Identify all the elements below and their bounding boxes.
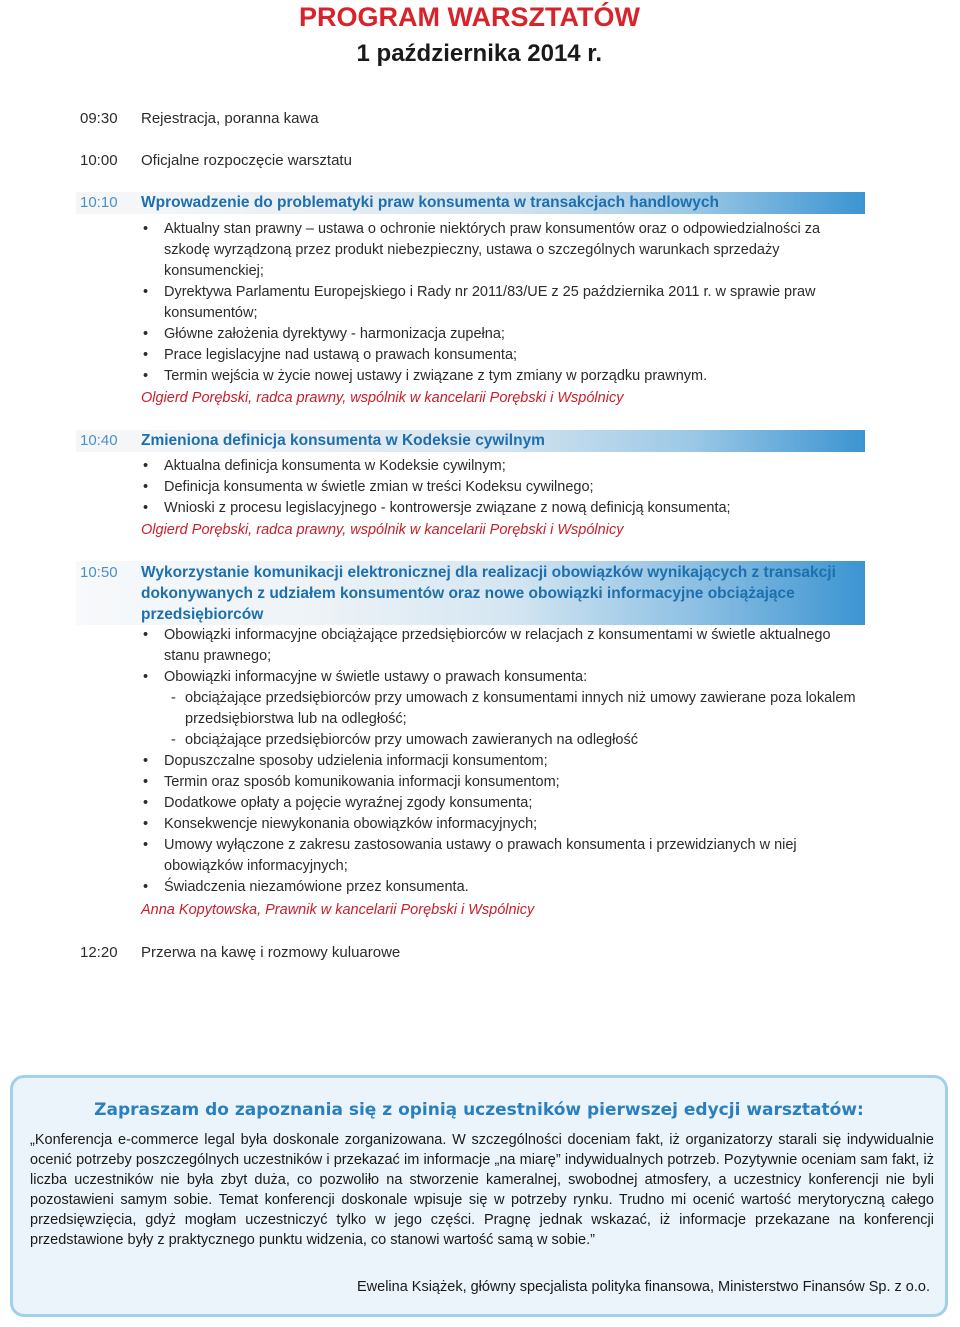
list-item: • Główne założenia dyrektywy - harmonizacja zupełna; <box>143 326 505 342</box>
section-items <box>141 219 861 387</box>
section-time: 10:50 <box>80 564 118 581</box>
testimonial-box <box>10 1075 948 1317</box>
list-item: • Aktualny stan prawny – ustawa o ochronie niektórych praw konsumentów oraz o odpowiedzialności za szkodę wyrządzoną przez produkt niebezpieczny, ustawa o szczególnych warunkach sprzedaży konsumenckiej; <box>143 221 821 279</box>
speaker: Olgierd Porębski, radca prawny, wspólnik w kancelarii Porębski i Wspólnicy <box>141 522 624 538</box>
section-time: 10:40 <box>80 432 118 449</box>
agenda-label: Oficjalne rozpoczęcie warsztatu <box>141 152 352 169</box>
list-item: • Konsekwencje niewykonania obowiązków informacyjnych; <box>143 816 538 832</box>
testimonial-quote: „Konferencja e-commerce legal była doskonale zorganizowana. W szczególności doceniam fakt, iż organizatorzy starali się indywidualnie ocenić potrzeby poszczególnych uczestników i przekazać im informacje „na miarę” indywidualnych potrzeb. Pozytywnie oceniam sam fakt, iż liczba uczestników nie była zbyt duża, co pozwoliło na stworzenie kameralnej, swobodnej atmosfery, a uczestnicy konferencji nie byli pozostawieni samym sobie. Temat konferencji doskonale wpisuje się w potrzeby rynku. Trudno mi ocenić wartość merytoryczną całego przedsięwzięcia, gdyż mogłam uczestniczyć tylko w jego części. Pragnę jednak wskazać, iż informacje przekazane na konferencji przedstawione były z praktycznego punktu widzenia, co stanowi wartość samą w sobie.” <box>30 1132 934 1248</box>
testimonial-heading: Zapraszam do zapoznania się z opinią uczestników pierwszej edycji warsztatów: <box>94 1100 864 1120</box>
list-item: • Termin wejścia w życie nowej ustawy i związane z tym zmiany w porządku prawnym. <box>143 368 708 384</box>
agenda-time: 09:30 <box>80 110 118 127</box>
testimonial-author: Ewelina Książek, główny specjalista polityka finansowa, Ministerstwo Finansów Sp. z o.o. <box>356 1279 930 1295</box>
section-items <box>141 625 861 898</box>
speaker: Anna Kopytowska, Prawnik w kancelarii Porębski i Wspólnicy <box>141 902 535 918</box>
list-item: • Definicja konsumenta w świetle zmian w treści Kodeksu cywilnego; <box>143 479 594 495</box>
list-subitem: - obciążające przedsiębiorców przy umowach z konsumentami innych niż umowy zawierane poza lokalem przedsiębiorstwa lub na odległość; <box>171 690 856 727</box>
list-item: • Prace legislacyjne nad ustawą o prawach konsumenta; <box>143 347 518 363</box>
list-item: • Dyrektywa Parlamentu Europejskiego i Rady nr 2011/83/UE z 25 października 2011 r. w sprawie praw konsumentów; <box>143 284 816 321</box>
list-item: • Świadczenia niezamówione przez konsumenta. <box>143 879 469 895</box>
agenda-time: 12:20 <box>80 944 118 961</box>
section-title: Wprowadzenie do problematyki praw konsumenta w transakcjach handlowych <box>141 194 719 211</box>
agenda-label: Rejestracja, poranna kawa <box>141 110 319 127</box>
list-item: • Obowiązki informacyjne w świetle ustawy o prawach konsumenta: <box>143 669 588 685</box>
speaker: Olgierd Porębski, radca prawny, wspólnik w kancelarii Porębski i Wspólnicy <box>141 390 624 406</box>
section-title: Wykorzystanie komunikacji elektronicznej dla realizacji obowiązków wynikających z transakcji dokonywanych z udziałem konsumentów oraz nowe obowiązki informacyjne obciążające przedsiębiorców <box>141 564 836 623</box>
section-time: 10:10 <box>80 194 118 211</box>
list-item: • Aktualna definicja konsumenta w Kodeksie cywilnym; <box>143 458 506 474</box>
list-subitem: - obciążające przedsiębiorców przy umowach zawieranych na odległość <box>171 732 638 748</box>
list-item: • Termin oraz sposób komunikowania informacji konsumentom; <box>143 774 560 790</box>
agenda-time: 10:00 <box>80 152 118 169</box>
agenda-label: Przerwa na kawę i rozmowy kuluarowe <box>141 944 401 961</box>
page-title: PROGRAM WARSZTATÓW <box>299 2 640 32</box>
list-item: • Obowiązki informacyjne obciążające przedsiębiorców w relacjach z konsumentami w świetle aktualnego stanu prawnego; <box>143 627 831 664</box>
list-item: • Dopuszczalne sposoby udzielenia informacji konsumentom; <box>143 753 548 769</box>
list-item: • Umowy wyłączone z zakresu zastosowania ustawy o prawach konsumenta i przewidzianych w niej obowiązków informacyjnych; <box>143 837 797 874</box>
list-item: • Wnioski z procesu legislacyjnego - kontrowersje związane z nową definicją konsumenta; <box>143 500 731 516</box>
event-date: 1 października 2014 r. <box>356 40 602 67</box>
list-item: • Dodatkowe opłaty a pojęcie wyraźnej zgody konsumenta; <box>143 795 533 811</box>
section-title: Zmieniona definicja konsumenta w Kodeksie cywilnym <box>141 432 545 449</box>
section-items <box>141 456 861 519</box>
